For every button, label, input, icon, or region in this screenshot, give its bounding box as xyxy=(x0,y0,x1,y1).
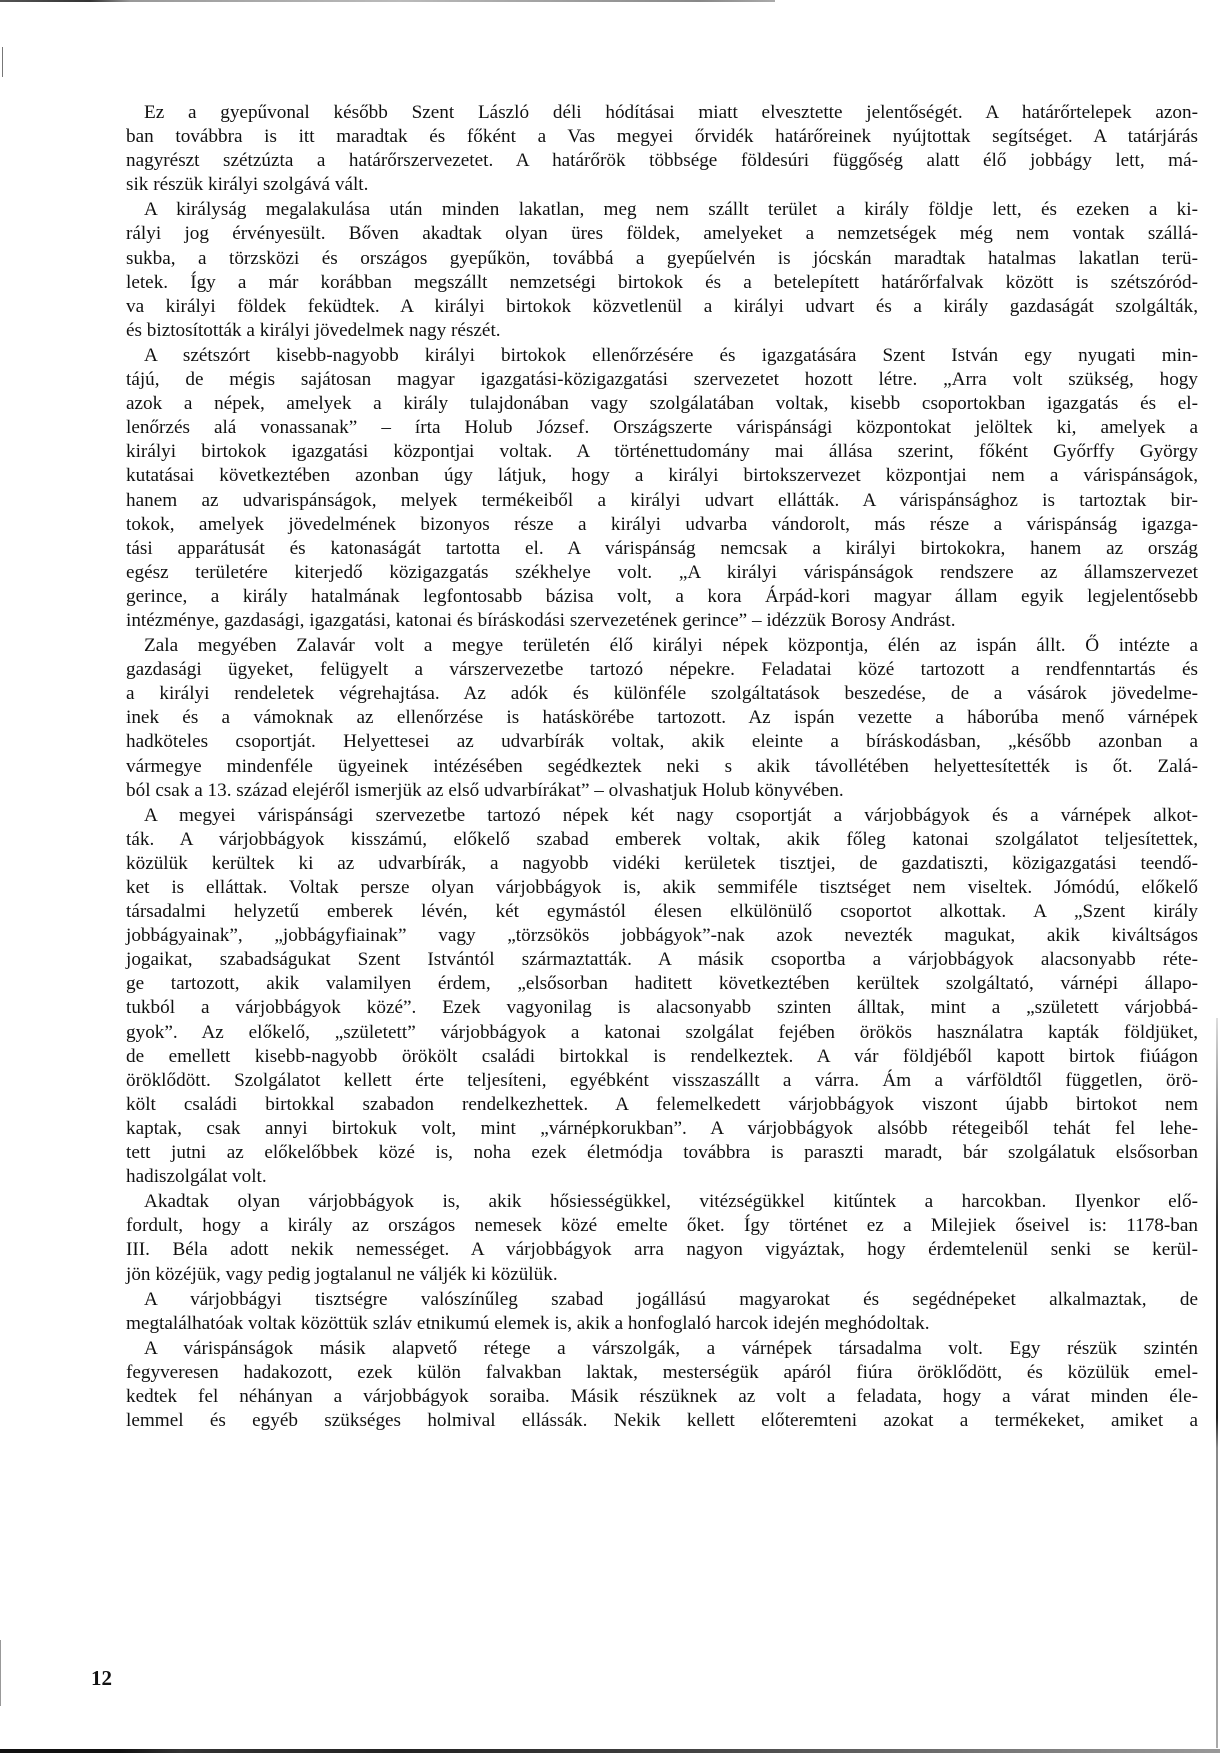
paragraph xyxy=(126,344,1198,633)
paragraph xyxy=(126,634,1198,803)
text-line: egész területére kiterjedő közigazgatás székhelye volt. „A királyi várispánságok rendszere az államszervezet xyxy=(126,561,1198,583)
text-line: Zala megyében Zalavár volt a megye területén élő királyi népek központja, élén az ispán állt. Ő intézte a xyxy=(144,635,1198,657)
text-line: jön közéjük, vagy pedig jogtalanul ne váljék ki közülük. xyxy=(126,1263,558,1285)
text-line: költ családi birtokkal szabadon rendelkezhettek. A felemelkedett várjobbágyok viszont újabb birtokot nem xyxy=(126,1093,1198,1115)
text-line: de emellett kisebb-nagyobb örökölt családi birtokkal is rendelkeztek. A vár földjéből kapott birtok fiúágon xyxy=(126,1045,1198,1067)
text-line: jobbágyainak”, „jobbágyfiainak” vagy „törzsökös jobbágyok”-nak azok nevezték magukat, akik kiváltságos xyxy=(126,925,1198,947)
text-line: vármegye mindenféle ügyeinek intézésében segédkeztek neki s akik távollétében helyettesítették is őt. Zalá- xyxy=(126,755,1198,777)
text-line: a királyi rendeletek végrehajtása. Az adók és különféle szolgáltatások beszedése, de a vásárok jövedelme- xyxy=(126,683,1198,705)
text-line: A várjobbágyi tisztségre valószínűleg szabad jogállású magyarokat és segédnépeket alkalmaztak, de xyxy=(144,1288,1198,1310)
text-line: III. Béla adott nekik nemességet. A várjobbágyok arra nagyon vigyáztak, hogy érdemtelenül senki se kerül- xyxy=(126,1239,1198,1261)
text-line: sik részük királyi szolgává vált. xyxy=(126,174,369,196)
text-line: nagyrészt szétzúzta a határőrszervezetet. A határőrök többsége földesúri függőség alatt élő jobbágy lett, má- xyxy=(126,150,1198,172)
text-line: és biztosították a királyi jövedelmek nagy részét. xyxy=(126,319,501,341)
text-line: lemmel és egyéb szükséges holmival ellássák. Nekik kellett előteremteni azokat a termékeket, amiket a xyxy=(126,1410,1198,1432)
text-line: közülük kerültek ki az udvarbírák, a nagyobb vidéki kerületek tisztjei, de gazdatiszti, közigazgatási teendő- xyxy=(126,852,1198,874)
scan-bottom-edge-rule xyxy=(0,1749,1220,1753)
scan-right-edge-shadow xyxy=(1216,1018,1218,1748)
text-line: va királyi földek feküdtek. A királyi birtokok közvetlenül a királyi udvart és a király gazdaságát szolgálták, xyxy=(126,295,1198,317)
text-line: fordult, hogy a király az országos nemesek közé emelte őket. Így történet ez a Milejiek őseivel is: 1178-ban xyxy=(126,1215,1198,1237)
text-line: tokok, amelyek jövedelmének bizonyos része a királyi udvarba vándorolt, más része a várispánság igazga- xyxy=(126,513,1198,535)
text-line: rályi jog érvényesült. Bőven akadtak olyan üres földek, amelyeket a nemzetségek még nem vontak szállá- xyxy=(126,223,1198,245)
text-line: ból csak a 13. század elejéről ismerjük az első udvarbírákat” – olvashatjuk Holub könyvében. xyxy=(126,779,844,801)
page-number: 12 xyxy=(91,1666,112,1690)
text-line: tási apparátusát és katonaságát tartotta el. A várispánság nemcsak a királyi birtokokra, hanem az ország xyxy=(126,537,1198,559)
text-line: lenőrzés alá vonassanak” – írta Holub József. Országszerte várispánsági központokat jelöltek ki, amelyek a xyxy=(126,417,1198,439)
text-line: kedtek fel néhányan a várjobbágyok soraiba. Másik részüknek az volt a feladata, hogy a várat minden éle- xyxy=(126,1385,1198,1407)
text-line: jogaikat, szabadságukat Szent Istvántól származtatták. A másik csoportba a várjobbágyok alacsonyabb réte- xyxy=(126,949,1198,971)
paragraph xyxy=(126,101,1198,197)
text-line: társadalmi helyzetű emberek lévén, két egymástól élesen elkülönülő csoportot alkottak. A „Szent király xyxy=(126,901,1198,923)
paragraph xyxy=(126,1190,1198,1286)
text-line: gerince, a király hatalmának legfontosabb bázisa volt, a kora Árpád-kori magyar állam egyik legjelentősebb xyxy=(126,585,1198,607)
scan-left-edge-mark-bottom xyxy=(0,1640,1,1706)
scan-left-edge-mark xyxy=(2,47,3,77)
paragraph xyxy=(126,1288,1198,1336)
text-line: Akadtak olyan várjobbágyok is, akik hősiességükkel, vitézségükkel kitűntek a harcokban. Ilyenkor elő- xyxy=(144,1191,1198,1213)
text-line: hadköteles csoportját. Helyettesei az udvarbírák voltak, akik eleinte a bíráskodásban, „később azonban a xyxy=(126,731,1198,753)
text-line: kutatásai következtében azonban úgy látjuk, hogy a királyi birtokszervezet központjai nem a várispánságok, xyxy=(126,465,1198,487)
text-line: ták. A várjobbágyok kisszámú, előkelő szabad emberek voltak, akik főleg katonai szolgálatot teljesítettek, xyxy=(126,828,1198,850)
text-line: hanem az udvarispánságok, melyek termékeiből a királyi udvart ellátták. A várispánsághoz is tartoztak bir- xyxy=(126,489,1198,511)
paragraph xyxy=(126,1337,1198,1433)
text-line: gazdasági ügyeket, felügyelt a várszervezetbe tartozó népekre. Feladatai közé tartozott a rendfenntartás és xyxy=(126,659,1198,681)
text-line: királyi birtokok igazgatási központjai voltak. A történettudomány mai állása szerint, főként Győrffy György xyxy=(126,441,1198,463)
text-line: tett jutni az előkelőbbek közé is, noha ezek életmódja továbbra is paraszti maradt, bár szolgálatuk elsősorban xyxy=(126,1142,1198,1164)
text-line: megtalálhatóak voltak közöttük szláv etnikumú elemek is, akik a honfoglaló harcok idején meghódoltak. xyxy=(126,1312,930,1334)
text-line: hadiszolgálat volt. xyxy=(126,1166,267,1188)
paragraph xyxy=(126,198,1198,343)
text-line: A megyei várispánsági szervezetbe tartozó népek két nagy csoportját a várjobbágyok és a várnépek alkot- xyxy=(144,804,1198,826)
text-line: azok a népek, amelyek a király tulajdonában vagy szolgálatában voltak, kisebb csoportokban igazgatás és el- xyxy=(126,393,1198,415)
text-line: ket is elláttak. Voltak persze olyan várjobbágyok is, akik semmiféle tisztséget nem viseltek. Jómódú, előkelő xyxy=(126,877,1198,898)
text-line: sukba, a törzsközi és országos gyepűkön, továbbá a gyepűelvén is jócskán maradtak hatalmas lakatlan terü- xyxy=(126,247,1198,269)
text-line: gyok”. Az előkelő, „született” várjobbágyok a katonai szolgálat fejében örökös használatra kapták földjüket, xyxy=(126,1021,1198,1043)
text-line: öröklődött. Szolgálatot kellett érte teljesíteni, egyébként visszaszállt a várra. Ám a várföldtől független, örö- xyxy=(126,1069,1198,1091)
text-line: ge tartozott, akik valamilyen érdem, „elsősorban haditett következtében kerültek szolgáltató, várnépi állapo- xyxy=(126,973,1198,995)
paragraph xyxy=(126,804,1198,1190)
text-line: A várispánságok másik alapvető rétege a várszolgák, a várnépek társadalma volt. Egy részük szintén xyxy=(144,1337,1198,1359)
text-line: ban továbbra is itt maradtak és főként a Vas megyei őrvidék határőreinek nyújtottak segítséget. A tatárjárás xyxy=(126,126,1198,148)
text-line: tájú, de mégis sajátosan magyar igazgatási-közigazgatási szervezetet hozott létre. „Arra volt szükség, hogy xyxy=(126,369,1198,391)
body-text xyxy=(126,101,1198,1433)
text-line: letek. Így a már korábban megszállt nemzetségi birtokok és a betelepített határőrfalvak között is szétszóród- xyxy=(126,271,1198,293)
text-line: A királyság megalakulása után minden lakatlan, meg nem szállt terület a király földje lett, és ezeken a ki- xyxy=(144,199,1198,221)
text-line: inek és a vámoknak az ellenőrzése is hatáskörébe tartozott. Az ispán vezette a háborúba menő várnépek xyxy=(126,707,1198,729)
scan-top-edge-rule xyxy=(0,0,775,2)
text-line: kaptak, csak annyi birtokuk volt, mint „várnépkorukban”. A várjobbágyok alsóbb rétegeiből tehát fel lehe- xyxy=(126,1117,1198,1139)
text-line: Ez a gyepűvonal később Szent László déli hódításai miatt elvesztette jelentőségét. A határőrtelepek azon- xyxy=(144,102,1198,123)
text-line: tukból a várjobbágyok közé”. Ezek vagyonilag is alacsonyabb szinten álltak, mint a „született várjobbá- xyxy=(126,997,1198,1019)
text-line: A szétszórt kisebb-nagyobb királyi birtokok ellenőrzésére és igazgatására Szent István egy nyugati min- xyxy=(144,344,1198,366)
text-line: fegyveresen hadakozott, ezek külön falvakban laktak, mesterségük apáról fiúra öröklődött, és közülük emel- xyxy=(126,1361,1198,1383)
text-line: intézménye, gazdasági, igazgatási, katonai és bíráskodási szervezetének gerince” – idézzük Borosy Andrást. xyxy=(126,609,956,631)
